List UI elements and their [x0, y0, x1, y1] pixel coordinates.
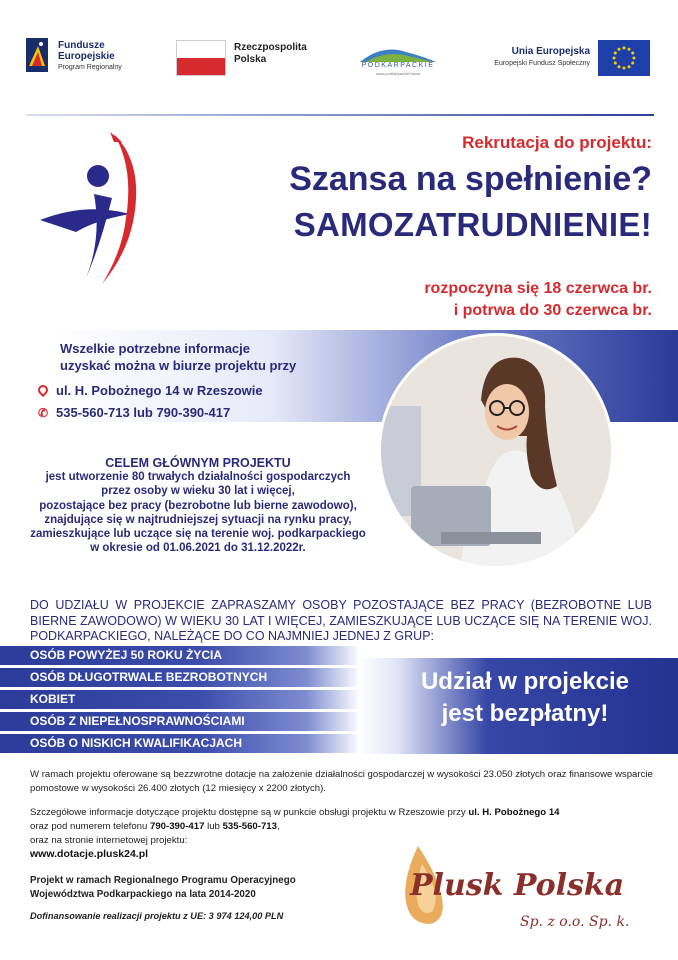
invitation-text: DO UDZIAŁU W PROJEKCIE ZAPRASZAMY OSOBY POZOSTAJĄCE BEZ PRACY (BEZROBOTNE LUB BIERNE ZAWODOWO) W WIEKU 30 LAT I WIĘCEJ, ZAMIESZKUJĄCE LUB UCZĄCE SIĘ NA TERENIE WOJ. PODKARPACKIEGO, NALEŻĄCE DO CO NAJMNIEJ JEDNEJ Z GRUP:: [30, 598, 652, 643]
program-note: Projekt w ramach Regionalnego Programu Operacyjnego Województwa Podkarpackiego na lata 2014-2020: [30, 875, 296, 900]
goal-line: zamieszkujące lub uczące się na terenie woj. podkarpackiego: [30, 528, 366, 541]
goal-line: jest utworzenie 80 trwałych działalności gospodarczych: [45, 471, 351, 484]
recruitment-dates: rozpoczyna się 18 czerwca br. i potrwa do 30 czerwca br.: [424, 280, 652, 319]
target-groups-list: [0, 646, 360, 756]
office-phones: ✆ 535-560-713 lub 790-390-417: [38, 405, 231, 420]
podkarpackie-label: PODKARPACKIE: [361, 62, 435, 69]
goal-line: pozostające bez pracy (bezrobotne lub bierne zawodowo),: [39, 499, 357, 512]
woman-with-laptop-photo: [378, 333, 614, 569]
rzeczpospolita-polska-label: Rzeczpospolita Polska: [234, 42, 307, 65]
plusk-polska-logo-text: Plusk Polska: [410, 868, 625, 903]
goal-line: w okresie od 01.06.2021 do 31.12.2022r.: [90, 542, 306, 555]
goal-line: przez osoby w wieku 30 lat i więcej,: [101, 485, 295, 498]
fundusze-europejskie-logo-icon: [26, 38, 48, 72]
project-goal: [20, 456, 376, 555]
location-pin-icon: [36, 383, 50, 397]
cofinancing-note: Dofinansowanie realizacji projektu z UE: 3 974 124,00 PLN: [30, 911, 284, 921]
podkarpackie-url: www.podkarpackie.travel: [375, 71, 421, 76]
fundusze-europejskie-label: Fundusze Europejskie Program Regionalny: [58, 40, 122, 71]
header-divider: [26, 114, 654, 116]
unia-europejska-label: Unia Europejska Europejski Fundusz Społeczny: [494, 46, 590, 67]
title-line-1: Szansa na spełnienie?: [289, 160, 652, 198]
eu-flag-icon: [598, 40, 650, 76]
target-group-item: OSÓB Z NIEPEŁNOSPRAWNOŚCIAMI: [0, 712, 360, 731]
phone-icon: ✆: [38, 406, 49, 420]
free-participation-text: Udział w projekcie jest bezpłatny!: [420, 668, 630, 727]
polish-flag-icon: [176, 40, 226, 76]
target-group-item: OSÓB O NISKICH KWALIFIKACJACH: [0, 734, 360, 753]
target-group-item: OSÓB POWYŻEJ 50 ROKU ŻYCIA: [0, 646, 360, 665]
target-group-item: OSÓB DŁUGOTRWALE BEZROBOTNYCH: [0, 668, 360, 687]
project-details: Szczegółowe informacje dotyczące projektu dostępne są w punkcie obsługi projektu w Rzeszowie przy ul. H. Pobożnego 14 oraz pod numerem telefonu 790-390-417 lub 535-560-713, oraz na stronie internetowej projektu:: [30, 807, 560, 846]
info-heading: Wszelkie potrzebne informacje uzyskać można w biurze projektu przy: [60, 341, 297, 373]
plusk-company-form: Sp. z o.o. Sp. k.: [520, 914, 630, 930]
office-address: ul. H. Pobożnego 14 w Rzeszowie: [38, 383, 358, 401]
title-line-2: SAMOZATRUDNIENIE!: [293, 206, 652, 243]
recruitment-heading: Rekrutacja do projektu:: [462, 133, 652, 152]
support-description: W ramach projektu oferowane są bezzwrotne dotacje na założenie działalności gospodarczej w wysokości 23.050 złotych oraz finansowe wsparcie pomostowe w wysokości 26.400 złotych (12 miesięcy x 2200 złotych).: [30, 769, 653, 794]
goal-heading: CELEM GŁÓWNYM PROJEKTU: [105, 456, 291, 470]
project-website-link[interactable]: www.dotacje.plusk24.pl: [30, 848, 149, 860]
figure-swoosh-icon: [36, 128, 152, 288]
target-group-item: KOBIET: [0, 690, 360, 709]
goal-line: znajdujące się w najtrudniejszej sytuacji na rynku pracy,: [44, 513, 352, 526]
woman-illustration: [381, 336, 611, 566]
